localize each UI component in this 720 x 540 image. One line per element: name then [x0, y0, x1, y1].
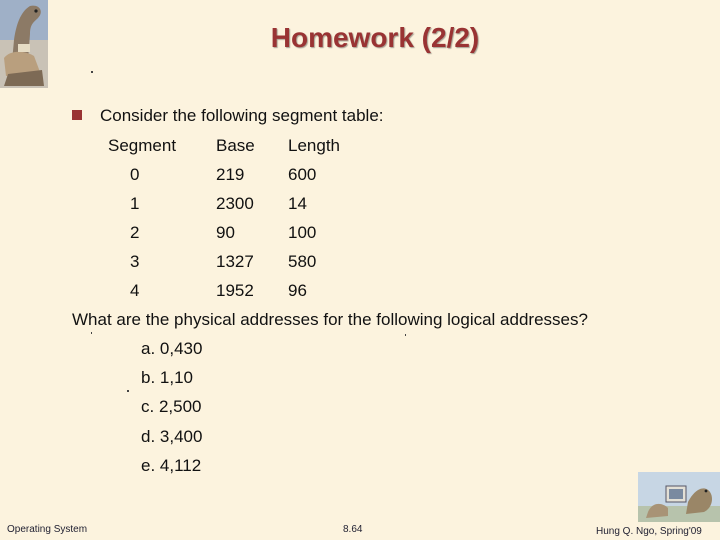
stray-mark: [405, 334, 406, 336]
cell-segment: 3: [130, 252, 140, 271]
cell-length: 14: [288, 194, 307, 213]
header-base: Base: [216, 136, 255, 155]
cell-length: 100: [288, 223, 317, 242]
cell-segment: 0: [130, 165, 140, 184]
cell-segment: 2: [130, 223, 140, 242]
list-item: d. 3,400: [141, 426, 203, 446]
footer-author: Hung Q. Ngo, Spring'09: [596, 526, 702, 537]
list-item: e. 4,112: [141, 455, 202, 475]
question-text: What are the physical addresses for the following logical addresses?: [72, 310, 588, 329]
bullet-marker: [72, 110, 82, 120]
list-item: a. 0,430: [141, 339, 203, 358]
header-length: Length: [288, 136, 340, 155]
cell-base: 1952: [216, 281, 254, 300]
cell-length: 96: [288, 281, 307, 300]
cell-base: 90: [216, 223, 235, 242]
list-item: b. 1,10: [141, 368, 193, 388]
footer-course: Operating System: [7, 524, 88, 535]
slide-title: Homework (2/2): [270, 22, 480, 53]
cell-base: 1327: [216, 252, 254, 271]
cell-segment: 4: [130, 281, 140, 300]
cell-base: 2300: [216, 194, 254, 213]
bullet-text: Consider the following segment table:: [100, 106, 384, 125]
cell-length: 580: [288, 252, 317, 271]
answer-list: [141, 338, 202, 484]
cell-segment: 1: [130, 194, 140, 213]
dinosaur-with-computer-illustration: [638, 472, 720, 522]
cell-length: 600: [288, 165, 317, 184]
header-segment: Segment: [108, 136, 177, 155]
list-item: c. 2,500: [141, 397, 202, 417]
stray-mark: [127, 390, 129, 392]
cell-base: 219: [216, 165, 245, 184]
footer-page-number: 8.64: [343, 524, 363, 535]
stray-mark: [91, 332, 92, 334]
stray-mark: [91, 71, 93, 73]
